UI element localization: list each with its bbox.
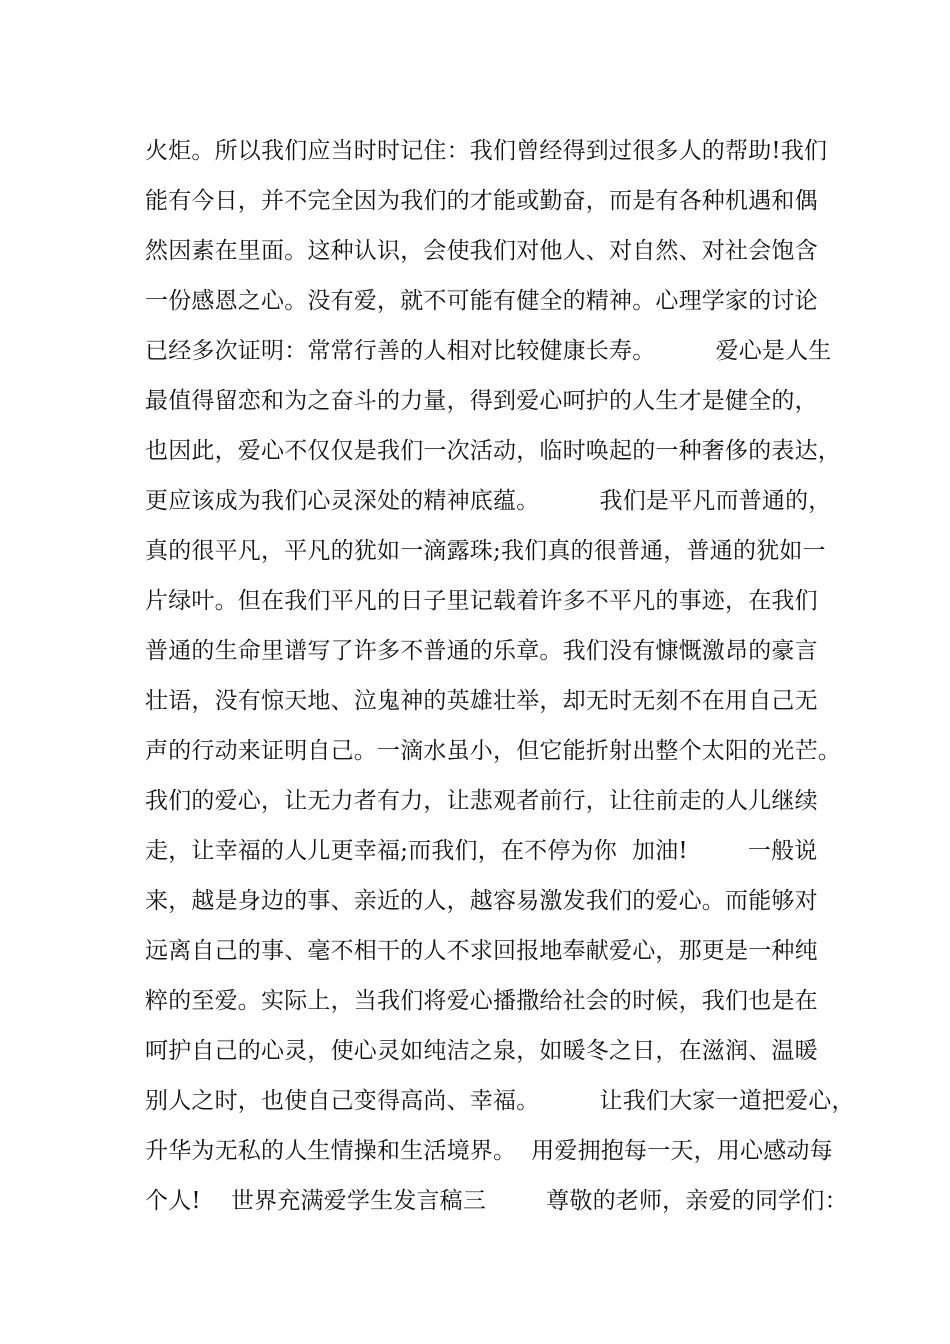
text-line: 个人! 世界充满爱学生发言稿三 尊敬的老师，亲爱的同学们： (145, 1188, 848, 1214)
text-line: 已经多次证明：常常行善的人相对比较健康长寿。 爱心是人生 (145, 338, 832, 364)
text-line: 升华为无私的人生情操和生活境界。 用爱拥抱每一天，用心感动每 (145, 1138, 833, 1164)
text-line: 更应该成为我们心灵深处的精神底蕴。 我们是平凡而普通的， (145, 488, 832, 514)
text-line: 粹的至爱。实际上，当我们将爱心播撒给社会的时候，我们也是在 (145, 988, 818, 1014)
text-line: 远离自己的事、毫不相干的人不求回报地奉献爱心，那更是一种纯 (145, 938, 818, 964)
text-line: 走，让幸福的人儿更幸福;而我们，在不停为你 加油! 一般说 (145, 838, 818, 864)
text-line: 片绿叶。但在我们平凡的日子里记载着许多不平凡的事迹，在我们 (145, 588, 818, 614)
text-line: 壮语，没有惊天地、泣鬼神的英雄壮举，却无时无刻不在用自己无 (145, 688, 818, 714)
text-line: 能有今日，并不完全因为我们的才能或勤奋，而是有各种机遇和偶 (145, 188, 818, 214)
body-text (145, 126, 855, 1226)
text-line: 一份感恩之心。没有爱，就不可能有健全的精神。心理学家的讨论 (145, 288, 818, 314)
text-line: 火炬。所以我们应当时时记住：我们曾经得到过很多人的帮助!我们 (145, 138, 828, 164)
text-line: 声的行动来证明自己。一滴水虽小，但它能折射出整个太阳的光芒。 (145, 738, 841, 764)
text-line: 普通的生命里谱写了许多不普通的乐章。我们没有慷慨激昂的豪言 (145, 638, 818, 664)
text-line: 也因此，爱心不仅仅是我们一次活动，临时唤起的一种奢侈的表达， (145, 438, 841, 464)
text-line: 别人之时，也使自己变得高尚、幸福。 让我们大家一道把爱心， (145, 1088, 855, 1114)
text-line: 我们的爱心，让无力者有力，让悲观者前行，让往前走的人儿继续 (145, 788, 818, 814)
text-line: 然因素在里面。这种认识，会使我们对他人、对自然、对社会饱含 (145, 238, 818, 264)
text-line: 最值得留恋和为之奋斗的力量，得到爱心呵护的人生才是健全的， (145, 388, 818, 414)
text-line: 真的很平凡，平凡的犹如一滴露珠;我们真的很普通，普通的犹如一 (145, 538, 826, 564)
text-line: 来，越是身边的事、亲近的人，越容易激发我们的爱心。而能够对 (145, 888, 818, 914)
text-line: 呵护自己的心灵，使心灵如纯洁之泉，如暖冬之日，在滋润、温暖 (145, 1038, 818, 1064)
